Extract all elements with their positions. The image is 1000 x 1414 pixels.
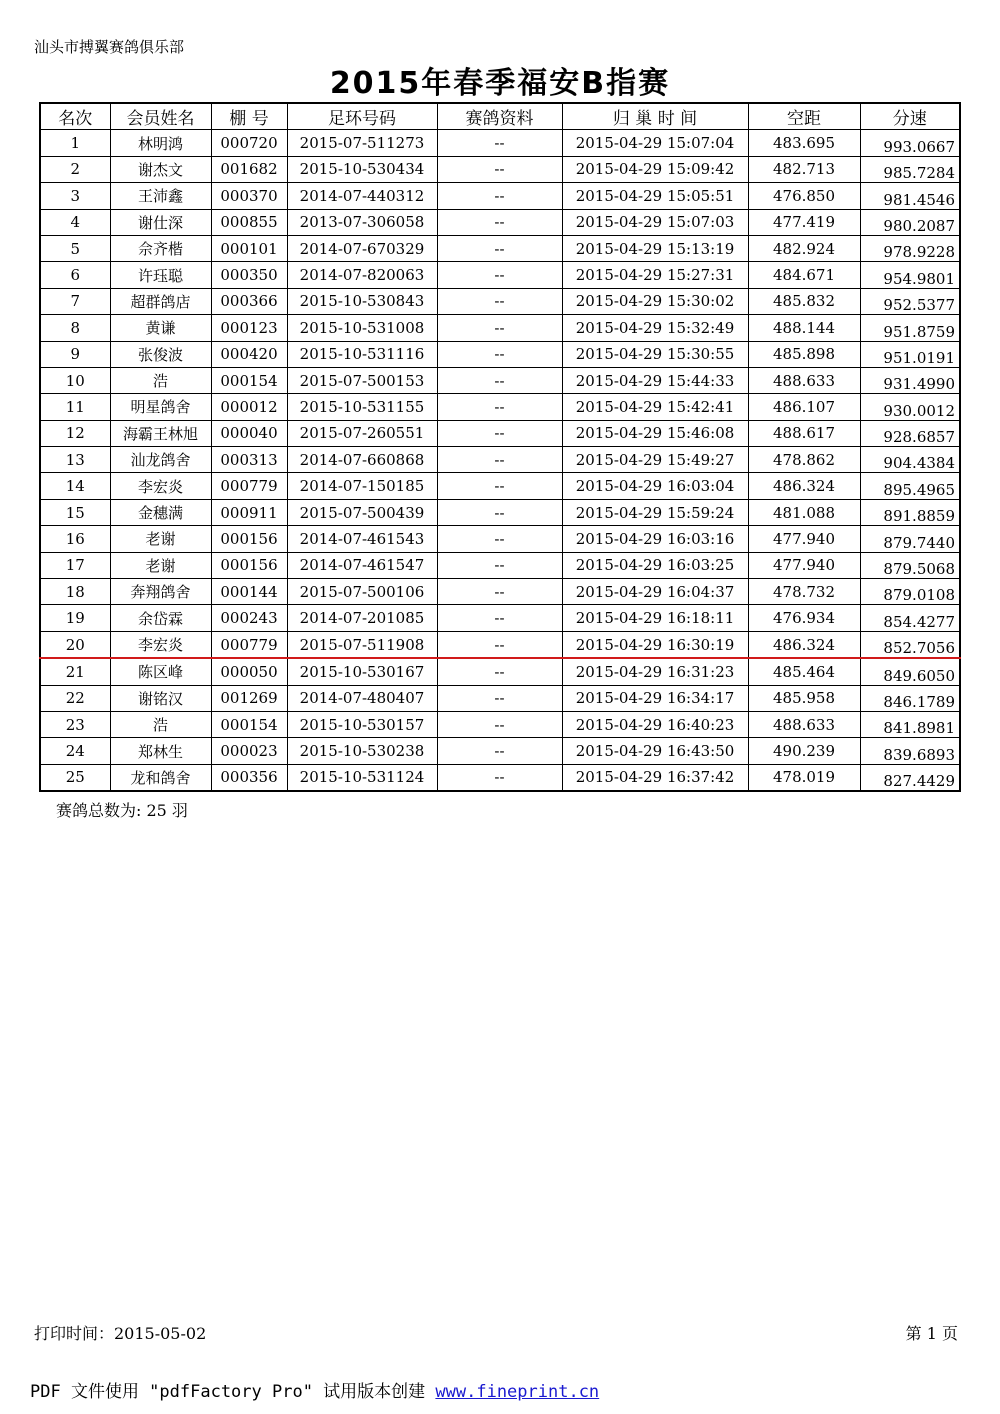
loft-cell: 000023 [211,738,287,764]
member-cell: 浩 [110,367,211,393]
info-cell: -- [437,579,562,605]
arrival-cell: 2015-04-29 15:30:02 [562,288,748,314]
distance-cell: 485.958 [748,685,860,711]
ring-cell: 2013-07-306058 [287,209,437,235]
table-row [40,552,960,578]
loft-cell: 000101 [211,235,287,261]
column-header-rank: 名次 [40,103,110,130]
distance-cell: 477.419 [748,209,860,235]
table-row [40,499,960,525]
rank-cell: 17 [40,552,110,578]
arrival-cell: 2015-04-29 15:30:55 [562,341,748,367]
info-cell: -- [437,526,562,552]
member-cell: 老谢 [110,526,211,552]
member-cell: 余岱霖 [110,605,211,631]
distance-cell: 486.324 [748,631,860,658]
arrival-cell: 2015-04-29 15:09:42 [562,156,748,182]
speed-cell: 891.8859 [860,499,960,525]
arrival-cell: 2015-04-29 15:07:04 [562,130,748,156]
arrival-cell: 2015-04-29 16:31:23 [562,658,748,685]
speed-cell: 951.0191 [860,341,960,367]
loft-cell: 000356 [211,764,287,791]
distance-cell: 476.850 [748,183,860,209]
speed-cell: 827.4429 [860,764,960,791]
table-row [40,367,960,393]
info-cell: -- [437,711,562,737]
rank-cell: 3 [40,183,110,209]
arrival-cell: 2015-04-29 15:44:33 [562,367,748,393]
loft-cell: 000420 [211,341,287,367]
speed-cell: 879.7440 [860,526,960,552]
loft-cell: 000370 [211,183,287,209]
ring-cell: 2015-10-531124 [287,764,437,791]
page-number: 第 1 页 [905,1324,958,1343]
ring-cell: 2014-07-480407 [287,685,437,711]
info-cell: -- [437,341,562,367]
info-cell: -- [437,473,562,499]
rank-cell: 2 [40,156,110,182]
table-row [40,183,960,209]
rank-cell: 14 [40,473,110,499]
info-cell: -- [437,552,562,578]
distance-cell: 477.940 [748,552,860,578]
distance-cell: 478.019 [748,764,860,791]
speed-cell: 841.8981 [860,711,960,737]
loft-cell: 001682 [211,156,287,182]
ring-cell: 2015-10-530157 [287,711,437,737]
rank-cell: 21 [40,658,110,685]
distance-cell: 488.144 [748,315,860,341]
rank-cell: 8 [40,315,110,341]
distance-cell: 486.324 [748,473,860,499]
distance-cell: 477.940 [748,526,860,552]
table-row [40,420,960,446]
speed-cell: 980.2087 [860,209,960,235]
column-header-arrival-time: 归 巢 时 间 [562,103,748,130]
ring-cell: 2015-10-531155 [287,394,437,420]
arrival-cell: 2015-04-29 15:49:27 [562,447,748,473]
member-cell: 超群鸽店 [110,288,211,314]
distance-cell: 478.732 [748,579,860,605]
loft-cell: 000855 [211,209,287,235]
speed-cell: 993.0667 [860,130,960,156]
distance-cell: 483.695 [748,130,860,156]
table-row [40,315,960,341]
fineprint-link[interactable]: www.fineprint.cn [435,1382,600,1402]
ring-cell: 2014-07-670329 [287,235,437,261]
rank-cell: 16 [40,526,110,552]
arrival-cell: 2015-04-29 15:59:24 [562,499,748,525]
table-row [40,394,960,420]
member-cell: 佘齐楷 [110,235,211,261]
speed-cell: 930.0012 [860,394,960,420]
rank-cell: 11 [40,394,110,420]
info-cell: -- [437,499,562,525]
distance-cell: 486.107 [748,394,860,420]
results-table [39,102,961,792]
table-row [40,288,960,314]
pdf-creator-note [30,1377,599,1402]
ring-cell: 2015-10-530434 [287,156,437,182]
speed-cell: 985.7284 [860,156,960,182]
loft-cell: 000040 [211,420,287,446]
member-cell: 王沛鑫 [110,183,211,209]
rank-cell: 18 [40,579,110,605]
distance-cell: 484.671 [748,262,860,288]
speed-cell: 904.4384 [860,447,960,473]
speed-cell: 879.5068 [860,552,960,578]
loft-cell: 000243 [211,605,287,631]
arrival-cell: 2015-04-29 16:03:16 [562,526,748,552]
table-row [40,447,960,473]
info-cell: -- [437,262,562,288]
ring-cell: 2015-10-531008 [287,315,437,341]
rank-cell: 24 [40,738,110,764]
speed-cell: 954.9801 [860,262,960,288]
info-cell: -- [437,631,562,658]
ring-cell: 2014-07-201085 [287,605,437,631]
ring-cell: 2015-10-530167 [287,658,437,685]
member-cell: 老谢 [110,552,211,578]
distance-cell: 485.464 [748,658,860,685]
rank-cell: 19 [40,605,110,631]
member-cell: 奔翔鸽舍 [110,579,211,605]
loft-cell: 000154 [211,367,287,393]
distance-cell: 482.924 [748,235,860,261]
loft-cell: 000144 [211,579,287,605]
arrival-cell: 2015-04-29 15:07:03 [562,209,748,235]
member-cell: 汕龙鸽舍 [110,447,211,473]
info-cell: -- [437,183,562,209]
member-cell: 张俊波 [110,341,211,367]
speed-cell: 854.4277 [860,605,960,631]
ring-cell: 2015-07-500439 [287,499,437,525]
info-cell: -- [437,685,562,711]
rank-cell: 12 [40,420,110,446]
loft-cell: 000156 [211,552,287,578]
member-cell: 金穗满 [110,499,211,525]
distance-cell: 481.088 [748,499,860,525]
table-header-row [40,103,960,130]
loft-cell: 000156 [211,526,287,552]
loft-cell: 000154 [211,711,287,737]
rank-cell: 13 [40,447,110,473]
arrival-cell: 2015-04-29 16:43:50 [562,738,748,764]
loft-cell: 000779 [211,473,287,499]
arrival-cell: 2015-04-29 16:34:17 [562,685,748,711]
arrival-cell: 2015-04-29 15:05:51 [562,183,748,209]
loft-cell: 000366 [211,288,287,314]
rank-cell: 9 [40,341,110,367]
column-header-distance: 空距 [748,103,860,130]
arrival-cell: 2015-04-29 16:18:11 [562,605,748,631]
distance-cell: 482.713 [748,156,860,182]
arrival-cell: 2015-04-29 15:46:08 [562,420,748,446]
column-header-pigeon-info: 赛鸽资料 [437,103,562,130]
loft-cell: 000313 [211,447,287,473]
member-cell: 许珏聪 [110,262,211,288]
info-cell: -- [437,209,562,235]
loft-cell: 000350 [211,262,287,288]
table-row [40,526,960,552]
distance-cell: 488.633 [748,367,860,393]
ring-cell: 2015-10-531116 [287,341,437,367]
arrival-cell: 2015-04-29 16:30:19 [562,631,748,658]
distance-cell: 478.862 [748,447,860,473]
column-header-ring: 足环号码 [287,103,437,130]
table-row [40,764,960,791]
rank-cell: 7 [40,288,110,314]
member-cell: 黄谦 [110,315,211,341]
table-row [40,209,960,235]
member-cell: 海霸王林旭 [110,420,211,446]
member-cell: 谢仕深 [110,209,211,235]
member-cell: 龙和鸽舍 [110,764,211,791]
member-cell: 李宏炎 [110,473,211,499]
speed-cell: 951.8759 [860,315,960,341]
table-row [40,605,960,631]
arrival-cell: 2015-04-29 16:37:42 [562,764,748,791]
info-cell: -- [437,235,562,261]
arrival-cell: 2015-04-29 16:03:04 [562,473,748,499]
ring-cell: 2015-07-511273 [287,130,437,156]
rank-cell: 6 [40,262,110,288]
ring-cell: 2015-07-511908 [287,631,437,658]
rank-cell: 25 [40,764,110,791]
arrival-cell: 2015-04-29 16:04:37 [562,579,748,605]
rank-cell: 15 [40,499,110,525]
table-row [40,711,960,737]
distance-cell: 485.898 [748,341,860,367]
speed-cell: 931.4990 [860,367,960,393]
ring-cell: 2014-07-150185 [287,473,437,499]
info-cell: -- [437,420,562,446]
ring-cell: 2015-07-500153 [287,367,437,393]
rank-cell: 4 [40,209,110,235]
arrival-cell: 2015-04-29 16:40:23 [562,711,748,737]
member-cell: 郑林生 [110,738,211,764]
loft-cell: 000720 [211,130,287,156]
ring-cell: 2015-10-530238 [287,738,437,764]
table-row [40,473,960,499]
speed-cell: 849.6050 [860,658,960,685]
speed-cell: 839.6893 [860,738,960,764]
speed-cell: 895.4965 [860,473,960,499]
loft-cell: 000123 [211,315,287,341]
total-count: 赛鸽总数为: 25 羽 [56,801,188,820]
loft-cell: 000779 [211,631,287,658]
arrival-cell: 2015-04-29 15:32:49 [562,315,748,341]
ring-cell: 2014-07-461543 [287,526,437,552]
member-cell: 谢铭汉 [110,685,211,711]
info-cell: -- [437,156,562,182]
ring-cell: 2014-07-820063 [287,262,437,288]
speed-cell: 852.7056 [860,631,960,658]
distance-cell: 488.633 [748,711,860,737]
info-cell: -- [437,315,562,341]
ring-cell: 2015-07-260551 [287,420,437,446]
rank-cell: 22 [40,685,110,711]
table-row [40,685,960,711]
rank-cell: 20 [40,631,110,658]
member-cell: 明星鸽舍 [110,394,211,420]
ring-cell: 2014-07-461547 [287,552,437,578]
table-row [40,130,960,156]
distance-cell: 490.239 [748,738,860,764]
ring-cell: 2014-07-660868 [287,447,437,473]
info-cell: -- [437,367,562,393]
distance-cell: 485.832 [748,288,860,314]
arrival-cell: 2015-04-29 15:42:41 [562,394,748,420]
speed-cell: 928.6857 [860,420,960,446]
loft-cell: 001269 [211,685,287,711]
table-row [40,738,960,764]
print-time: 打印时间：2015-05-02 [34,1324,207,1343]
rank-cell: 5 [40,235,110,261]
column-header-member: 会员姓名 [110,103,211,130]
rank-cell: 10 [40,367,110,393]
table-row [40,579,960,605]
info-cell: -- [437,658,562,685]
member-cell: 李宏炎 [110,631,211,658]
loft-cell: 000050 [211,658,287,685]
page-title: 2015年春季福安B指赛 [329,66,671,101]
column-header-speed: 分速 [860,103,960,130]
table-row [40,341,960,367]
ring-cell: 2015-07-500106 [287,579,437,605]
info-cell: -- [437,738,562,764]
member-cell: 陈区峰 [110,658,211,685]
arrival-cell: 2015-04-29 15:13:19 [562,235,748,261]
table-row [40,235,960,261]
ring-cell: 2015-10-530843 [287,288,437,314]
speed-cell: 978.9228 [860,235,960,261]
speed-cell: 846.1789 [860,685,960,711]
loft-cell: 000911 [211,499,287,525]
info-cell: -- [437,288,562,314]
rank-cell: 1 [40,130,110,156]
distance-cell: 488.617 [748,420,860,446]
table-row [40,262,960,288]
distance-cell: 476.934 [748,605,860,631]
table-row [40,156,960,182]
speed-cell: 952.5377 [860,288,960,314]
table-row [40,631,960,658]
info-cell: -- [437,130,562,156]
club-name: 汕头市搏翼赛鸽俱乐部 [34,38,185,56]
table-row [40,658,960,685]
pdf-note-text: PDF 文件使用 "pdfFactory Pro" 试用版本创建 [30,1382,436,1402]
arrival-cell: 2015-04-29 15:27:31 [562,262,748,288]
info-cell: -- [437,764,562,791]
loft-cell: 000012 [211,394,287,420]
results-body [40,130,960,791]
column-header-loft: 棚 号 [211,103,287,130]
speed-cell: 981.4546 [860,183,960,209]
info-cell: -- [437,605,562,631]
info-cell: -- [437,394,562,420]
arrival-cell: 2015-04-29 16:03:25 [562,552,748,578]
member-cell: 林明鸿 [110,130,211,156]
member-cell: 浩 [110,711,211,737]
info-cell: -- [437,447,562,473]
speed-cell: 879.0108 [860,579,960,605]
member-cell: 谢杰文 [110,156,211,182]
rank-cell: 23 [40,711,110,737]
ring-cell: 2014-07-440312 [287,183,437,209]
